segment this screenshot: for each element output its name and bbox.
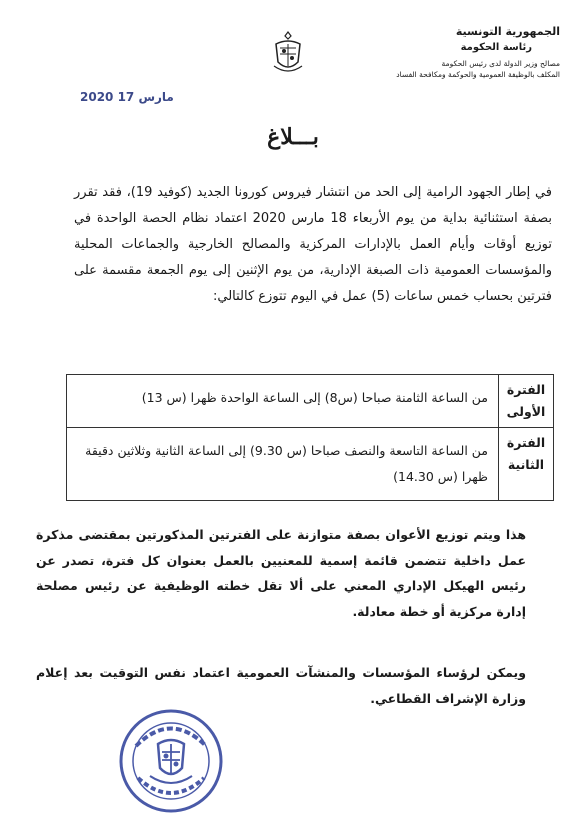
date-stamp: 2020 مارس 17 [80, 90, 174, 104]
intro-paragraph: في إطار الجهود الرامية إلى الحد من انتشار فيروس كورونا الجديد (كوفيد 19)، فقد تقرر بصفة استثنائية بداية من يوم الأربعاء 18 مارس 2020 اعتماد نظام الحصة الواحدة في توزيع أوقات وأيام العمل بالإدارات المركزية والمصالح الخارجية والجماعات المحلية والمؤسسات العمومية ذات الصبغة الإدارية، من يوم الإثنين إلى يوم الجمعة مقسمة على فترتين بحساب خمس ساعات (5) عمل في اليوم تتوزع كالتالي: [74, 185, 552, 304]
closing-paragraph: ويمكن لرؤساء المؤسسات والمنشآت العمومية اعتماد نفس التوقيت بعد إعلام وزارة الإشراف القطاعي. [36, 665, 526, 706]
tunisia-coat-of-arms-icon [270, 30, 306, 76]
republic-name: الجمهورية التونسية [455, 25, 560, 38]
minister-office-line1: مصالح وزير الدولة لدى رئيس الحكومة [441, 59, 560, 68]
distribution-paragraph: هذا ويتم توزيع الأعوان بصفة متوازنة على الفترتين المذكورتين بمقتضى مذكرة عمل داخلية تتضمن قائمة إسمية للمعنيين بالعمل بعنوان كل فترة، تصدر عن رئيس الهيكل الإداري المعني على ألا تقل خطته الوظيفية عن رئيس مصلحة إدارة مركزية أو خطة معادلة. [36, 527, 526, 619]
document-title: بـــلاغ [267, 124, 319, 150]
period-hours: من الساعة التاسعة والنصف صباحا (س 9.30) إلى الساعة الثانية وثلاثين دقيقة ظهرا (س 14.30) [67, 428, 499, 501]
period-label: الفترة الأولى [499, 375, 554, 428]
table-row [67, 375, 554, 428]
period-hours: من الساعة الثامنة صباحا (س8) إلى الساعة الواحدة ظهرا (س 13) [67, 375, 499, 428]
letterhead [380, 24, 560, 80]
table-row [67, 428, 554, 501]
minister-office-line2: المكلف بالوظيفة العمومية والحوكمة ومكافحة الفساد [396, 70, 560, 79]
presidency-name: رئاسة الحكومة [460, 42, 532, 53]
period-label: الفترة الثانية [499, 428, 554, 501]
work-periods-table [66, 374, 554, 501]
official-seal-icon [116, 706, 226, 816]
